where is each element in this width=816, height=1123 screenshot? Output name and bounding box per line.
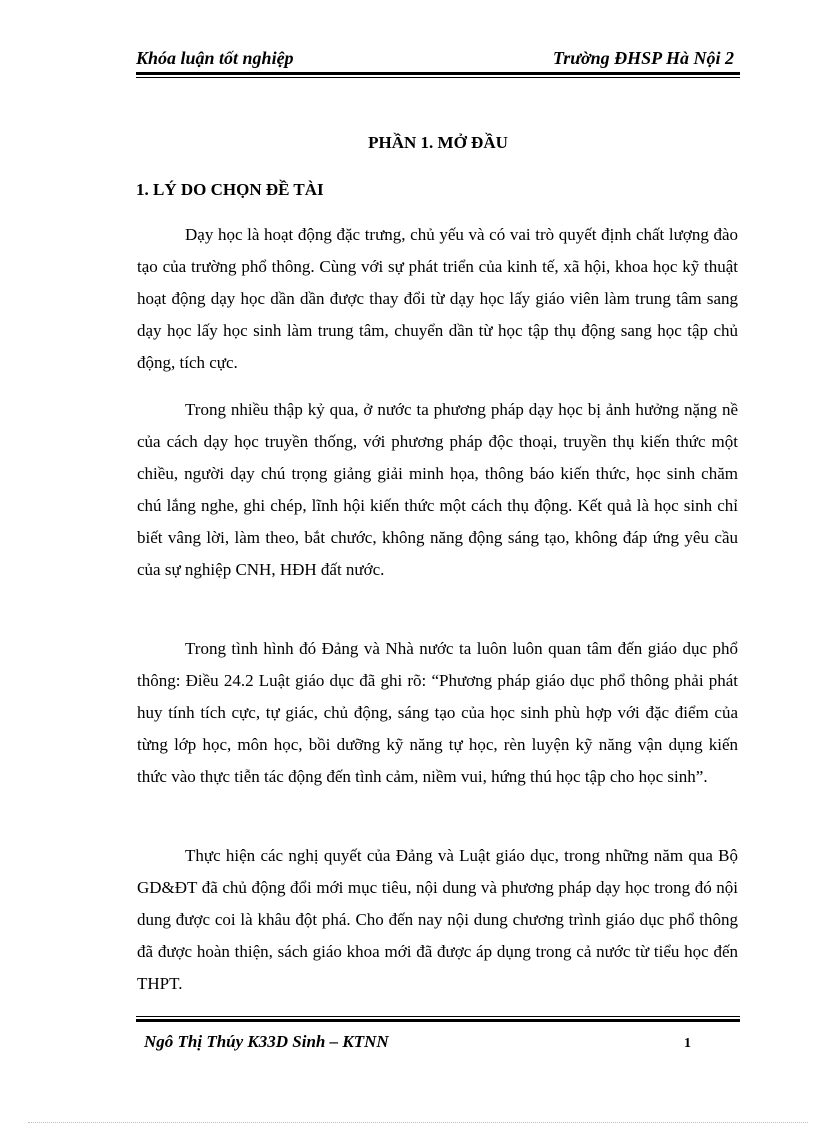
footer-author: Ngô Thị Thúy K33D Sinh – KTNN — [144, 1032, 389, 1051]
footer-rule-thick — [136, 1019, 740, 1022]
paragraph-4: Thực hiện các nghị quyết của Đảng và Luật giáo dục, trong những năm qua Bộ GD&ĐT đã chủ động đổi mới mục tiêu, nội dung và phương pháp dạy học trong đó nội dung được coi là khâu đột phá. Cho đến nay nội dung chương trình giáo dục phổ thông đã được hoàn thiện, sách giáo khoa mới đã được áp dụng trong cả nước từ tiểu học đến THPT. — [137, 846, 738, 993]
header-university-label: Trường ĐHSP Hà Nội 2 — [552, 48, 734, 68]
header-rule-thick — [136, 72, 740, 75]
paragraph-1: Dạy học là hoạt động đặc trưng, chủ yếu và có vai trò quyết định chất lượng đào tạo của trường phổ thông. Cùng với sự phát triển của kinh tế, xã hội, khoa học kỹ thuật hoạt động dạy học dần dần được thay đổi từ dạy học lấy giáo viên làm trung tâm sang dạy học lấy học sinh làm trung tâm, chuyển dần từ học tập thụ động sang học tập chủ động, tích cực. — [137, 225, 738, 372]
header-rule-thin — [136, 77, 740, 78]
page-number: 1 — [684, 1036, 691, 1051]
page-header — [136, 48, 740, 70]
section-heading: 1. LÝ DO CHỌN ĐỀ TÀI — [136, 180, 324, 199]
paragraph-2: Trong nhiều thập kỷ qua, ở nước ta phương pháp dạy học bị ảnh hưởng nặng nề của cách dạy học truyền thống, với phương pháp độc thoại, truyền thụ kiến thức một chiều, người dạy chú trọng giảng giải minh họa, thông báo kiến thức, học sinh chăm chú lắng nghe, ghi chép, lĩnh hội kiến thức một cách thụ động. Kết quả là học sinh chỉ biết vâng lời, làm theo, bắt chước, không năng động sáng tạo, không đáp ứng yêu cầu của sự nghiệp CNH, HĐH đất nước. — [137, 400, 738, 579]
page-title: PHẦN 1. MỞ ĐẦU — [368, 133, 508, 152]
footer-rule-thin — [136, 1016, 740, 1017]
header-thesis-label: Khóa luận tốt nghiệp — [136, 48, 294, 68]
paragraph-3: Trong tình hình đó Đảng và Nhà nước ta luôn luôn quan tâm đến giáo dục phổ thông: Điều 24.2 Luật giáo dục đã ghi rõ: “Phương pháp giáo dục phổ thông phải phát huy tính tích cực, tự giác, chủ động, sáng tạo của học sinh phù hợp với đặc điểm của từng lớp học, môn học, bồi dưỡng kỹ năng tự học, rèn luyện kỹ năng vận dụng kiến thức vào thực tiễn tác động đến tình cảm, niềm vui, hứng thú học tập cho học sinh”. — [137, 639, 738, 786]
